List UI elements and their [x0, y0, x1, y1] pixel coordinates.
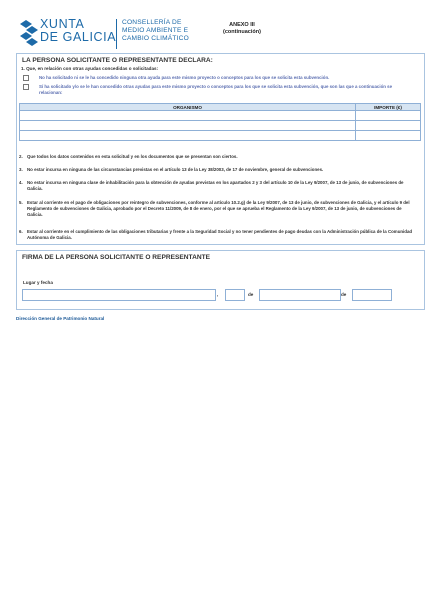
declaration-number: 6.	[19, 229, 23, 234]
importe-field[interactable]	[356, 121, 421, 131]
organismo-field[interactable]	[20, 121, 356, 131]
other-aid-checkbox[interactable]	[23, 84, 29, 90]
organismo-field[interactable]	[20, 131, 356, 141]
month-field[interactable]	[259, 289, 341, 301]
de-label: de	[341, 292, 347, 297]
department-name: CONSELLERÍA DE MEDIO AMBIENTE E CAMBIO CLIMÁTICO	[122, 19, 189, 42]
comma-separator: ,	[217, 292, 219, 297]
galicia-emblem-icon	[18, 18, 40, 48]
place-date-label: Lugar y fecha	[23, 280, 53, 285]
declaration-number: 2.	[19, 154, 23, 159]
logo-name: XUNTA DE GALICIA	[40, 17, 117, 44]
declaration-number: 4.	[19, 180, 23, 185]
no-aid-checkbox[interactable]	[23, 75, 29, 81]
annex-heading	[210, 22, 274, 36]
question-1: 1. Que, en relación con otras ayudas concedidas o solicitadas:	[21, 66, 159, 71]
signature-section	[16, 250, 425, 310]
year-field[interactable]	[352, 289, 392, 301]
table-row	[20, 111, 421, 121]
day-field[interactable]	[225, 289, 245, 301]
aid-table	[19, 103, 421, 141]
declaration-number: 3.	[19, 167, 23, 172]
importe-field[interactable]	[356, 131, 421, 141]
declaration-text: No estar incursa en ninguna de las circunstancias previstas en el artículo 13 de la Ley 38/2003, de 17 de noviembre, general de subvenciones.	[27, 167, 324, 172]
declaration-number: 5.	[19, 200, 23, 205]
section-title: FIRMA DE LA PERSONA SOLICITANTE O REPRESENTANTE	[22, 254, 211, 261]
table-row	[20, 131, 421, 141]
importe-field[interactable]	[356, 111, 421, 121]
xunta-logo	[18, 18, 208, 52]
declaration-text: Que todos los datos contenidos en esta solicitud y en los documentos que se presentan son ciertos.	[27, 154, 238, 159]
header-organismo: ORGANISMO	[20, 104, 356, 111]
declaration-section	[16, 53, 425, 245]
logo-divider	[116, 19, 117, 49]
footer-text: Dirección General de Patrimonio Natural	[16, 316, 105, 321]
annex-subtitle: (continuación)	[223, 29, 261, 35]
place-field[interactable]	[22, 289, 219, 301]
annex-title: ANEXO III	[229, 22, 255, 28]
header-importe: IMPORTE (€)	[356, 104, 421, 111]
organismo-field[interactable]	[20, 111, 356, 121]
table-row	[20, 121, 421, 131]
option-no-aid-label: No ha solicitado ni se le ha concedido ninguna otra ayuda para este mismo proyecto o conceptos para los que se solicita esta subvención.	[39, 75, 330, 80]
declaration-text: Estar al corriente en el pago de obligaciones por reintegro de subvenciones, conforme al artículo 10.2.g) de la Ley 9/2007, de 13 de junio, de subvenciones de Galicia, y el artículo 9 del Reglamento de subvenciones de Galicia, aprobado por el Decreto 11/2009, de 8 de enero, por el que se aprueba el Reglamento de la Ley 9/2007, de 13 de junio, de subvenciones de Galicia.	[27, 200, 410, 218]
option-other-aid-label: Sí ha solicitado y/o se le han concedido otras ayudas para este mismo proyecto o conceptos para los que se solicita esta subvención, que son las que a continuación se relacionan:	[39, 84, 393, 95]
declaration-text: Estar al corriente en el cumplimiento de las obligaciones tributarias y frente a la Seguridad Social y no tener pendientes de pago deudas con la Administración pública de la Comunidad Autónoma de Galicia.	[27, 229, 413, 241]
declaration-text: No estar incursa en ninguna clase de inhabilitación para la obtención de ayudas previstas en los apartados 2 y 3 del artículo 10 de la Ley 9/2007, de 13 de junio, de subvenciones de Galicia.	[27, 180, 404, 192]
de-label: de	[248, 292, 254, 297]
section-title: LA PERSONA SOLICITANTE O REPRESENTANTE DECLARA:	[22, 57, 213, 64]
